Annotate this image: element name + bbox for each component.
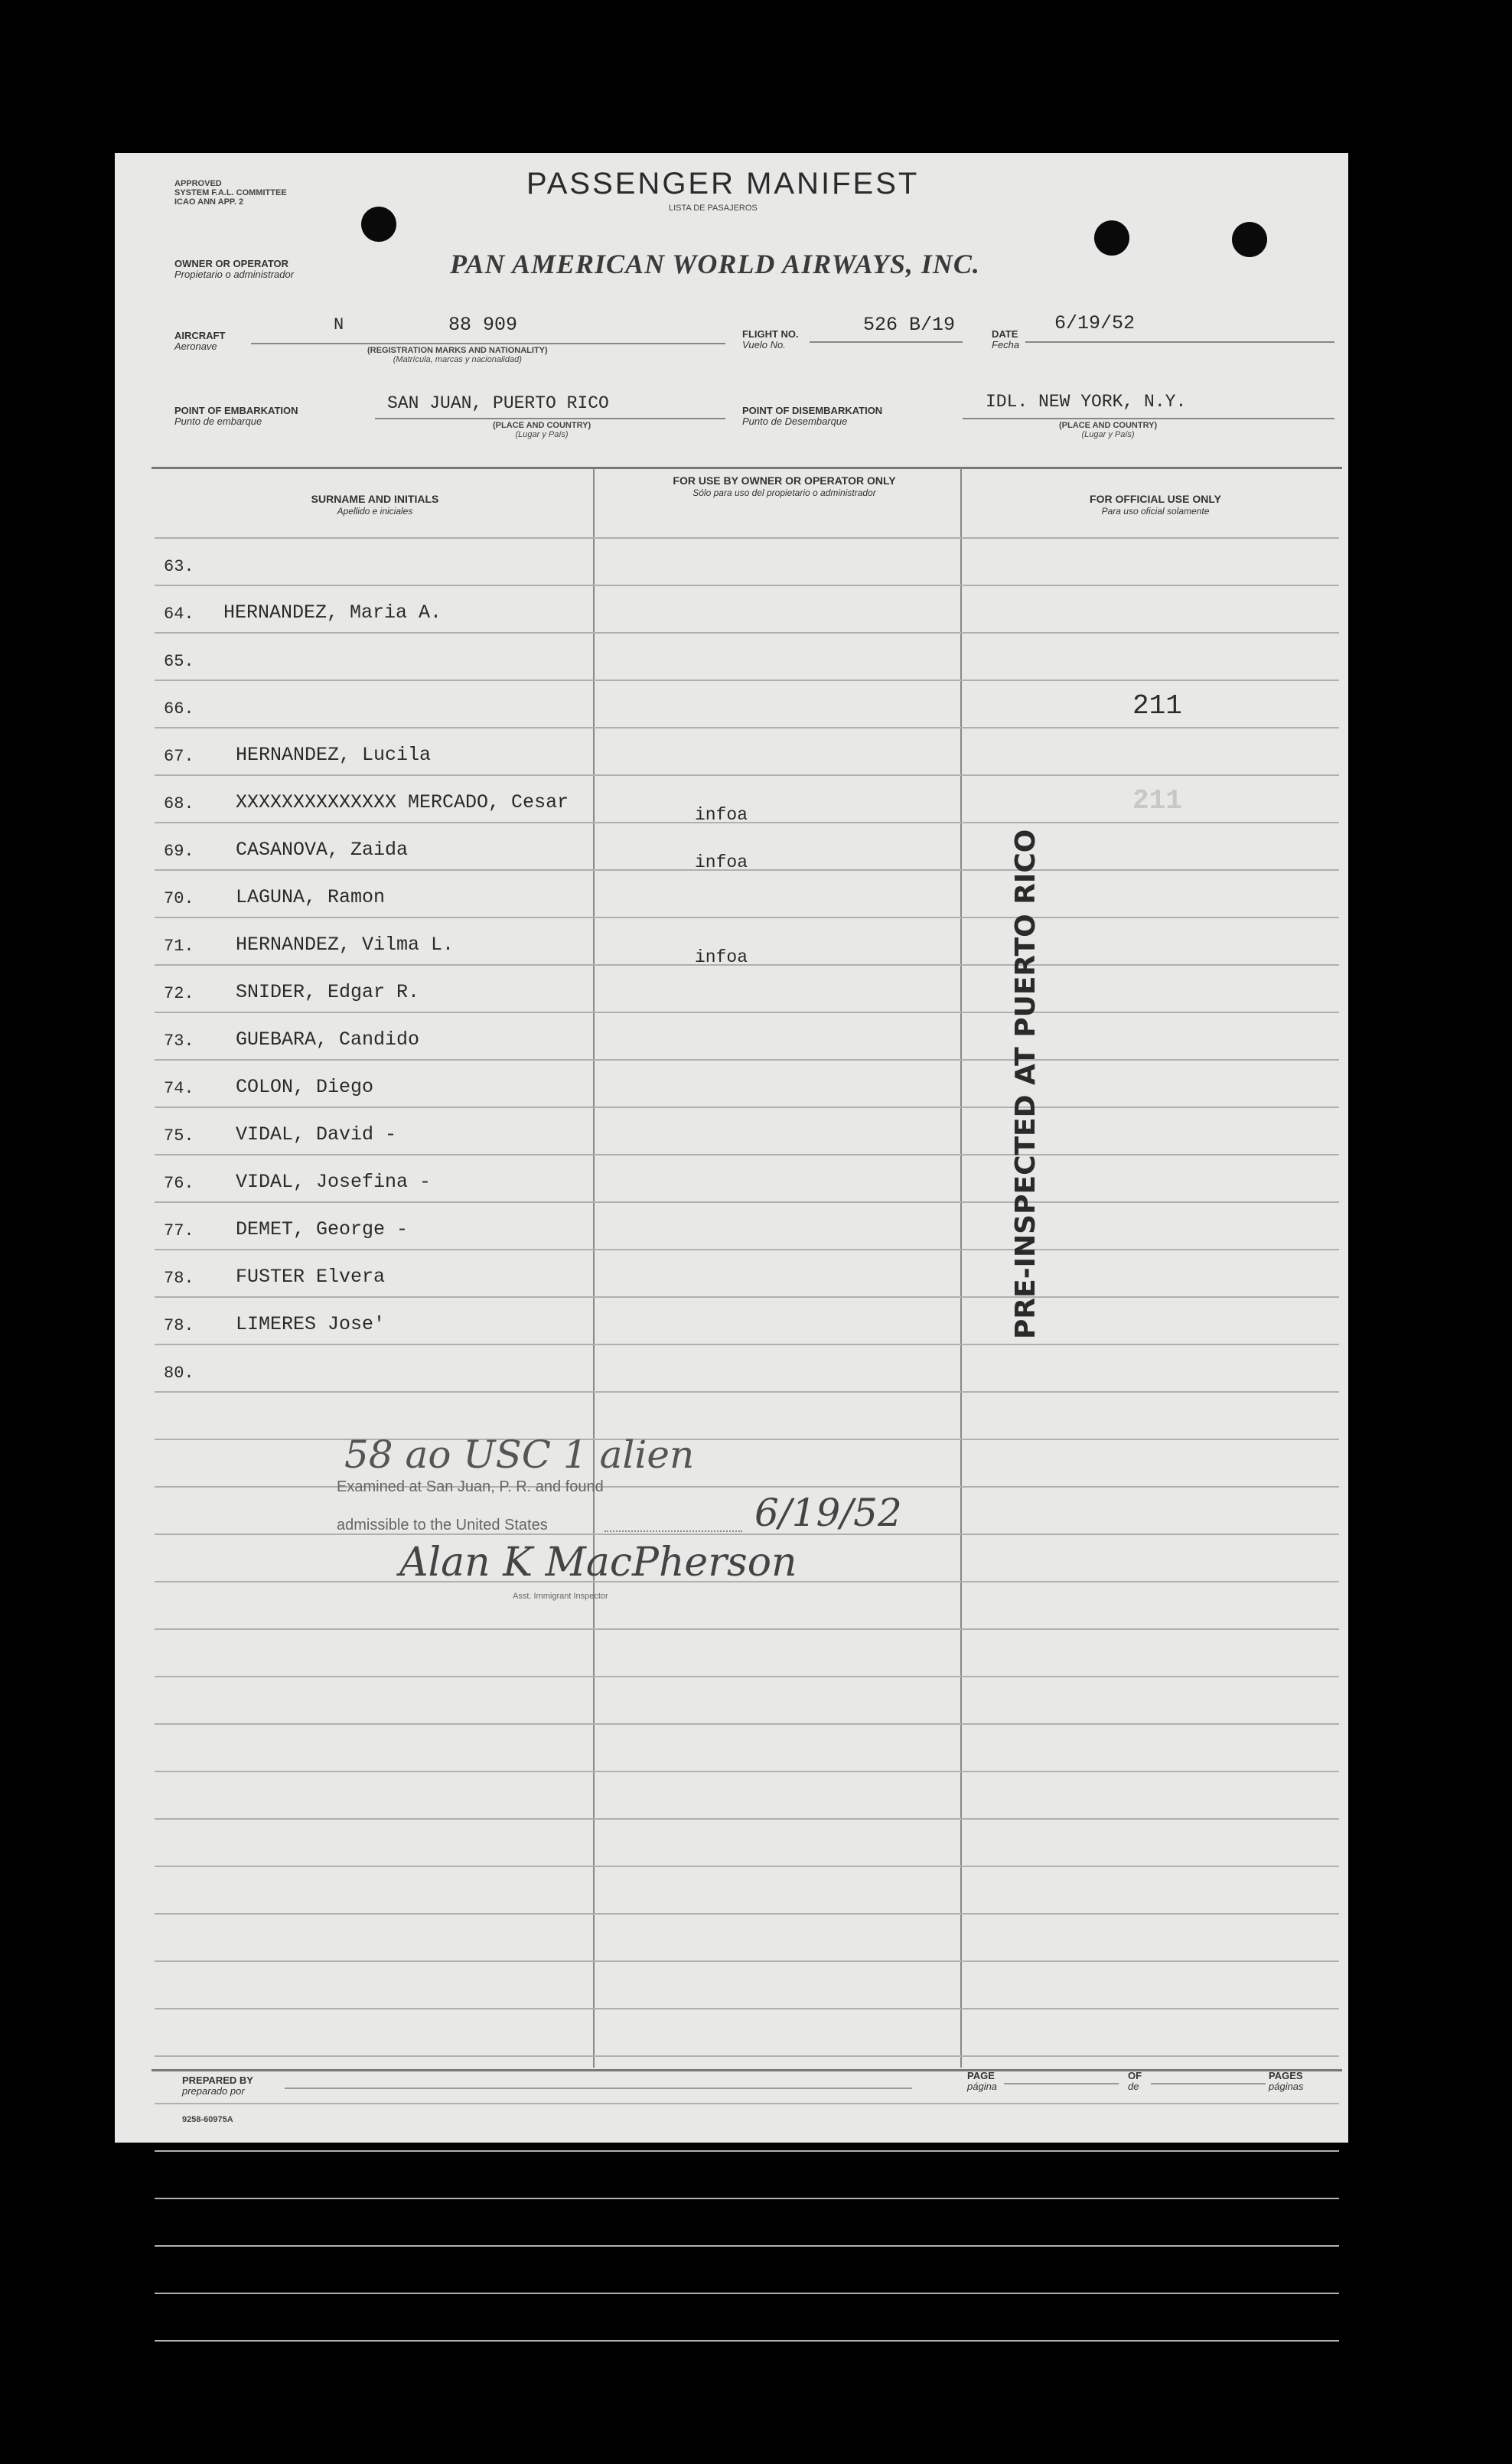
row-number: 75. <box>164 1126 194 1146</box>
table-rule <box>155 1296 1339 1298</box>
table-rule <box>155 1154 1339 1155</box>
passenger-name: COLON, Diego <box>236 1076 374 1098</box>
table-rule <box>155 774 1339 776</box>
owner-use-note: infoa <box>695 852 748 872</box>
table-rule <box>155 2293 1339 2294</box>
column-header-official: FOR OFFICIAL USE ONLY Para uso oficial solamente <box>1090 493 1221 517</box>
certification-date: 6/19/52 <box>754 1491 902 1535</box>
table-rule <box>155 1771 1339 1772</box>
table-rule <box>155 1913 1339 1915</box>
page-label: PAGE página <box>967 2070 998 2092</box>
inspector-title: Asst. Immigrant Inspector <box>513 1592 608 1601</box>
passenger-name: LIMERES Jose' <box>236 1313 386 1335</box>
row-number: 71. <box>164 937 194 956</box>
page-title: PASSENGER MANIFEST <box>526 167 920 200</box>
table-rule <box>155 2340 1339 2342</box>
column-header-owner-use: FOR USE BY OWNER OR OPERATOR ONLY Sólo para uso del propietario o administrador <box>673 474 896 498</box>
row-number: 67. <box>164 747 194 766</box>
table-rule <box>155 1628 1339 1630</box>
disembark-label: POINT OF DISEMBARKATION Punto de Desembarque <box>742 405 883 427</box>
punch-hole <box>1232 222 1267 257</box>
row-number: 76. <box>164 1174 194 1193</box>
passenger-name: SNIDER, Edgar R. <box>236 981 420 1003</box>
official-use-note: 211 <box>1132 690 1182 722</box>
row-number: 74. <box>164 1079 194 1098</box>
row-number: 80. <box>164 1364 194 1383</box>
table-rule <box>155 1201 1339 1203</box>
table-rule <box>155 2055 1339 2057</box>
table-rule <box>155 1486 1339 1488</box>
column-header-name: SURNAME AND INITIALS Apellido e iniciales <box>311 493 439 517</box>
passenger-name: VIDAL, David - <box>236 1123 397 1146</box>
pages-label: PAGES páginas <box>1269 2070 1304 2092</box>
table-rule <box>155 1059 1339 1061</box>
row-number: 70. <box>164 889 194 908</box>
page-subtitle: LISTA DE PASAJEROS <box>669 204 758 213</box>
passenger-name: FUSTER Elvera <box>236 1266 386 1288</box>
table-rule <box>155 1249 1339 1250</box>
passenger-name: DEMET, George - <box>236 1218 409 1240</box>
embark-label: POINT OF EMBARKATION Punto de embarque <box>174 405 298 427</box>
table-rule <box>155 1107 1339 1108</box>
passenger-name: CASANOVA, Zaida <box>236 839 409 861</box>
table-rule <box>155 632 1339 634</box>
row-number: 66. <box>164 699 194 719</box>
table-rule <box>155 1960 1339 1962</box>
of-label: OF de <box>1128 2070 1142 2092</box>
disembark-value: IDL. NEW YORK, N.Y. <box>986 392 1187 412</box>
row-number: 69. <box>164 842 194 861</box>
certification-line1: Examined at San Juan, P. R. and found <box>337 1478 604 1495</box>
certification-line2: admissible to the United States <box>337 1517 548 1533</box>
table-rule <box>155 2008 1339 2009</box>
passenger-name: GUEBARA, Candido <box>236 1028 420 1051</box>
official-use-note: 211 <box>1132 785 1182 816</box>
disembark-place-note: (PLACE AND COUNTRY) (Lugar y País) <box>1059 421 1158 439</box>
row-number: 72. <box>164 984 194 1003</box>
date-label: DATE Fecha <box>992 328 1020 350</box>
table-rule <box>155 917 1339 918</box>
row-number: 73. <box>164 1032 194 1051</box>
passenger-name: VIDAL, Josefina - <box>236 1171 432 1193</box>
handwritten-count: 58 ao USC 1 alien <box>344 1432 695 1477</box>
table-rule <box>155 1012 1339 1013</box>
owner-use-note: infoa <box>695 805 748 825</box>
table-rule <box>155 1439 1339 1440</box>
aircraft-no: N <box>334 315 344 334</box>
row-number: 65. <box>164 652 194 671</box>
embark-value: SAN JUAN, PUERTO RICO <box>387 393 609 413</box>
table-rule <box>155 1818 1339 1820</box>
flight-label: FLIGHT NO. Vuelo No. <box>742 328 799 350</box>
table-rule <box>155 1344 1339 1345</box>
table-rule <box>155 1676 1339 1677</box>
row-number: 64. <box>164 605 194 624</box>
table-rule <box>155 680 1339 681</box>
owner-name: PAN AMERICAN WORLD AIRWAYS, INC. <box>450 249 980 279</box>
row-number: 68. <box>164 794 194 813</box>
approved-block: APPROVED SYSTEM F.A.L. COMMITTEE ICAO ANN APP. 2 <box>174 179 287 207</box>
table-rule <box>155 1866 1339 1867</box>
passenger-name: XXXXXXXXXXXXXX MERCADO, Cesar <box>236 791 569 813</box>
prepared-by-label: PREPARED BY preparado por <box>182 2075 253 2097</box>
row-number: 77. <box>164 1221 194 1240</box>
table-rule <box>155 1723 1339 1725</box>
row-number: 63. <box>164 557 194 576</box>
table-rule <box>155 2245 1339 2247</box>
table-rule <box>155 2103 1339 2104</box>
date-value: 6/19/52 <box>1054 312 1136 334</box>
aircraft-value: 88 909 <box>448 314 518 336</box>
owner-label: OWNER OR OPERATOR Propietario o administrador <box>174 258 295 280</box>
row-number: 78. <box>164 1316 194 1335</box>
passenger-name: HERNANDEZ, Maria A. <box>223 601 442 624</box>
table-rule <box>155 1391 1339 1393</box>
flight-value: 526 B/19 <box>863 314 956 336</box>
punch-hole <box>1094 220 1129 256</box>
passenger-name: HERNANDEZ, Vilma L. <box>236 934 455 956</box>
row-number: 78. <box>164 1269 194 1288</box>
pre-inspected-stamp: PRE-INSPECTED AT PUERTO RICO <box>1010 829 1041 1339</box>
table-rule <box>155 2198 1339 2199</box>
table-rule <box>155 537 1339 539</box>
table-rule <box>155 727 1339 728</box>
aircraft-label: AIRCRAFT Aeronave <box>174 330 226 352</box>
owner-use-note: infoa <box>695 947 748 967</box>
passenger-name: HERNANDEZ, Lucila <box>236 744 432 766</box>
table-rule <box>155 2150 1339 2152</box>
table-rule <box>155 585 1339 586</box>
embark-place-note: (PLACE AND COUNTRY) (Lugar y País) <box>493 421 591 439</box>
inspector-signature: Alan K MacPherson <box>399 1540 797 1586</box>
table-rule <box>155 1533 1339 1535</box>
punch-hole <box>361 207 396 242</box>
aircraft-note: (REGISTRATION MARKS AND NATIONALITY) (Matrícula, marcas y nacionalidad) <box>367 346 548 364</box>
passenger-name: LAGUNA, Ramon <box>236 886 386 908</box>
manifest-page <box>115 153 1348 2143</box>
form-number: 9258-60975A <box>182 2115 233 2124</box>
